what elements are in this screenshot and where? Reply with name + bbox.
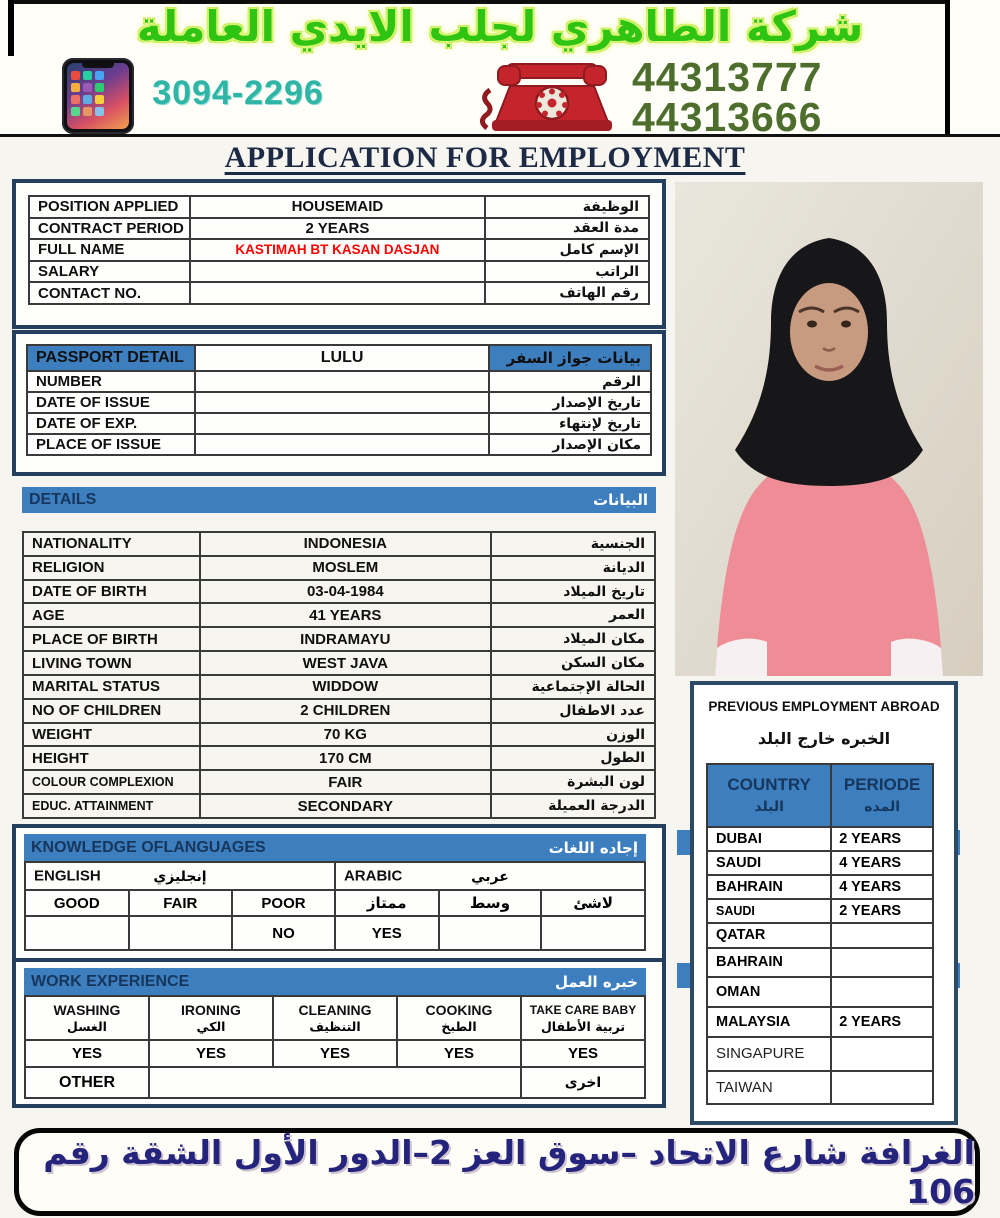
previous-employment-table (706, 763, 934, 1105)
header-banner (0, 0, 1000, 140)
previous-employment-title-ar: الخبره خارج البلد (757, 729, 891, 748)
table-row (23, 627, 655, 651)
passport-table (26, 344, 652, 456)
country-cell: BAHRAIN (707, 875, 831, 899)
mobile-number: 3094-2296 (152, 74, 324, 112)
answer-cell: YES (273, 1040, 397, 1067)
table-row (23, 532, 655, 556)
table-row (707, 851, 933, 875)
field-label-en: MARITAL STATUS (23, 675, 200, 699)
field-value: 70 KG (200, 723, 491, 747)
field-label-en: PLACE OF ISSUE (27, 434, 195, 455)
field-label-ar: عدد الاطفال (491, 699, 655, 723)
field-value: 03-04-1984 (200, 580, 491, 604)
level-header-ar: وسط (439, 890, 542, 916)
previous-employment-title-en: PREVIOUS EMPLOYMENT ABROAD (708, 699, 940, 714)
table-row (707, 1071, 933, 1104)
language-label-en: ENGLISH (34, 867, 101, 885)
table-row (23, 556, 655, 580)
work-bar-label-ar: خبره العمل (554, 972, 638, 991)
address-banner (14, 1128, 980, 1216)
field-value: FAIR (200, 770, 491, 794)
field-label-en: DATE OF ISSUE (27, 392, 195, 413)
answer-cell (439, 916, 542, 950)
table-row (23, 723, 655, 747)
field-label-ar: العمر (491, 603, 655, 627)
field-label-ar: تاريخ الإصدار (489, 392, 651, 413)
field-value (190, 261, 485, 283)
country-cell: OMAN (707, 977, 831, 1007)
rotary-phone-icon (476, 56, 628, 136)
applicant-photo (675, 182, 983, 676)
blue-tab (677, 830, 690, 855)
field-label-en: DATE OF BIRTH (23, 580, 200, 604)
passport-section (12, 330, 666, 476)
language-label-en: ARABIC (343, 867, 403, 885)
field-value: 2 YEARS (190, 218, 485, 240)
period-cell: 2 YEARS (831, 827, 933, 851)
details-table (22, 531, 656, 819)
period-cell (831, 923, 933, 947)
other-value-cell (149, 1067, 521, 1098)
answer-cell: YES (521, 1040, 645, 1067)
table-row (707, 977, 933, 1007)
answer-cell: YES (397, 1040, 521, 1067)
field-value: INDRAMAYU (200, 627, 491, 651)
field-value (195, 371, 488, 392)
iphone-screen (67, 63, 129, 129)
field-label-ar: تاريخ لإنتهاء (489, 413, 651, 434)
phone-number-1: 44313777 (632, 54, 823, 100)
work-column-header: CLEANING التنظيف (273, 996, 397, 1040)
passport-header-en: PASSPORT DETAIL (27, 345, 195, 371)
field-label-ar: تاريخ الميلاد (491, 580, 655, 604)
field-label-ar: الجنسية (491, 532, 655, 556)
period-cell: 2 YEARS (831, 1007, 933, 1037)
field-label-ar: الإسم كامل (485, 239, 649, 261)
period-cell: 2 YEARS (831, 899, 933, 923)
table-row (25, 1067, 645, 1098)
answer-cell (25, 916, 129, 950)
table-row (23, 699, 655, 723)
table-row (707, 875, 933, 899)
other-label-ar: اخرى (521, 1067, 645, 1098)
field-label-ar: مكان الإصدار (489, 434, 651, 455)
field-label-en: SALARY (29, 261, 190, 283)
level-header-ar: لاشئ (541, 890, 645, 916)
field-label-ar: الدرجة العميلة (491, 794, 655, 818)
field-label-en: POSITION APPLIED (29, 196, 190, 218)
country-cell: SINGAPURE (707, 1037, 831, 1070)
application-table (28, 195, 650, 305)
table-row (23, 746, 655, 770)
field-value: SECONDARY (200, 794, 491, 818)
field-label-en: LIVING TOWN (23, 651, 200, 675)
table-row (23, 794, 655, 818)
table-row (25, 996, 645, 1040)
field-label-ar: مكان السكن (491, 651, 655, 675)
answer-cell (129, 916, 233, 950)
work-section-bar (24, 968, 646, 995)
table-header-row (707, 764, 933, 827)
languages-bar-label-ar: إجاده اللغات (548, 838, 638, 857)
other-label-en: OTHER (25, 1067, 149, 1098)
languages-section-bar (24, 834, 646, 861)
field-label-en: CONTRACT PERIOD (29, 218, 190, 240)
field-value (190, 282, 485, 304)
field-label-ar: رقم الهاتف (485, 282, 649, 304)
details-bar-label-ar: البيانات (593, 491, 648, 509)
full-name-value: KASTIMAH BT KASAN DASJAN (190, 239, 485, 261)
field-label-en: AGE (23, 603, 200, 627)
field-label-en: WEIGHT (23, 723, 200, 747)
field-label-ar: الراتب (485, 261, 649, 283)
country-cell: TAIWAN (707, 1071, 831, 1104)
field-label-ar: لون البشرة (491, 770, 655, 794)
table-row (25, 1040, 645, 1067)
iphone-notch (82, 63, 114, 68)
field-label-ar: الرقم (489, 371, 651, 392)
field-label-ar: الوظيفة (485, 196, 649, 218)
field-value: MOSLEM (200, 556, 491, 580)
table-row (707, 923, 933, 947)
country-cell: SAUDI (707, 899, 831, 923)
field-value: HOUSEMAID (190, 196, 485, 218)
field-label-en: DATE OF EXP. (27, 413, 195, 434)
table-row (707, 948, 933, 977)
field-label-en: CONTACT NO. (29, 282, 190, 304)
table-row (29, 218, 649, 240)
phone-number-2: 44313666 (632, 94, 823, 140)
country-cell: QATAR (707, 923, 831, 947)
table-row (25, 890, 645, 916)
table-row (27, 392, 651, 413)
table-row (27, 413, 651, 434)
languages-table (24, 861, 646, 951)
answer-cell: YES (25, 1040, 149, 1067)
table-row (23, 603, 655, 627)
table-row (29, 282, 649, 304)
table-row (29, 239, 649, 261)
country-cell: BAHRAIN (707, 948, 831, 977)
table-row (707, 1037, 933, 1070)
field-value (195, 434, 488, 455)
table-row (23, 651, 655, 675)
address-text: الغرافة شارع الاتحاد –سوق العز 2–الدور الأول الشقة رقم 106 (43, 1133, 975, 1211)
table-row (27, 371, 651, 392)
work-column-header: COOKING الطبخ (397, 996, 521, 1040)
table-row (707, 899, 933, 923)
work-bar-label-en: WORK EXPERIENCE (31, 972, 190, 990)
table-row (23, 580, 655, 604)
period-cell: 4 YEARS (831, 851, 933, 875)
period-cell: 4 YEARS (831, 875, 933, 899)
field-value: INDONESIA (200, 532, 491, 556)
field-label-en: COLOUR COMPLEXION (23, 770, 200, 794)
table-row (29, 261, 649, 283)
table-row (707, 827, 933, 851)
field-label-en: EDUC. ATTAINMENT (23, 794, 200, 818)
field-value: 2 CHILDREN (200, 699, 491, 723)
answer-cell: YES (335, 916, 439, 950)
country-cell: SAUDI (707, 851, 831, 875)
work-column-header: WASHING الغسل (25, 996, 149, 1040)
details-bar-label-en: DETAILS (29, 491, 97, 508)
field-label-en: HEIGHT (23, 746, 200, 770)
field-label-ar: الوزن (491, 723, 655, 747)
english-group-cell (25, 862, 335, 890)
field-label-ar: الحالة الإجتماعية (491, 675, 655, 699)
level-header: FAIR (129, 890, 233, 916)
previous-employment-section (690, 681, 958, 1125)
country-cell: DUBAI (707, 827, 831, 851)
answer-cell (541, 916, 645, 950)
work-column-header: TAKE CARE BABY تربية الأطفال (521, 996, 645, 1040)
divider (945, 0, 950, 137)
languages-section (12, 824, 666, 962)
work-column-header: IRONING الكي (149, 996, 273, 1040)
period-column-header: PERIODE المده (831, 764, 933, 827)
table-row (23, 770, 655, 794)
answer-cell: NO (232, 916, 335, 950)
period-cell (831, 948, 933, 977)
period-cell (831, 1071, 933, 1104)
field-value: WIDDOW (200, 675, 491, 699)
language-label-ar: إنجليزي (153, 868, 207, 885)
table-row (25, 916, 645, 950)
company-name: شركة الطاهري لجلب الايدي العاملة (136, 2, 864, 51)
passport-agency-value: LULU (195, 345, 488, 371)
arabic-group-cell (335, 862, 645, 890)
field-label-ar: مدة العقد (485, 218, 649, 240)
table-row (27, 434, 651, 455)
field-label-en: RELIGION (23, 556, 200, 580)
languages-bar-label-en: KNOWLEDGE OFLANGUAGES (31, 838, 266, 856)
period-cell (831, 977, 933, 1007)
period-cell (831, 1037, 933, 1070)
field-value: WEST JAVA (200, 651, 491, 675)
iphone-icon (62, 58, 134, 134)
country-column-header: COUNTRY البلد (707, 764, 831, 827)
work-experience-table (24, 995, 646, 1099)
page-title: APPLICATION FOR EMPLOYMENT (224, 141, 746, 174)
field-value (195, 392, 488, 413)
answer-cell: YES (149, 1040, 273, 1067)
field-value: 170 CM (200, 746, 491, 770)
level-header: GOOD (25, 890, 129, 916)
divider (8, 0, 14, 56)
level-header-ar: ممتاز (335, 890, 439, 916)
field-label-en: NATIONALITY (23, 532, 200, 556)
field-value: 41 YEARS (200, 603, 491, 627)
field-label-ar: الطول (491, 746, 655, 770)
passport-header-ar: بيانات جواز السفر (489, 345, 651, 371)
field-value (195, 413, 488, 434)
table-row (25, 862, 645, 890)
table-row (29, 196, 649, 218)
table-row (27, 345, 651, 371)
field-label-en: NO OF CHILDREN (23, 699, 200, 723)
field-label-ar: الديانة (491, 556, 655, 580)
iphone-app-grid (71, 71, 104, 116)
field-label-ar: مكان الميلاد (491, 627, 655, 651)
field-label-en: NUMBER (27, 371, 195, 392)
language-label-ar: عربي (471, 868, 509, 885)
work-experience-section (12, 958, 666, 1108)
field-label-en: FULL NAME (29, 239, 190, 261)
details-section-bar (22, 487, 656, 513)
application-section (12, 179, 666, 329)
blue-tab (677, 963, 690, 988)
level-header: POOR (232, 890, 335, 916)
table-row (23, 675, 655, 699)
table-row (707, 1007, 933, 1037)
country-cell: MALAYSIA (707, 1007, 831, 1037)
field-label-en: PLACE OF BIRTH (23, 627, 200, 651)
